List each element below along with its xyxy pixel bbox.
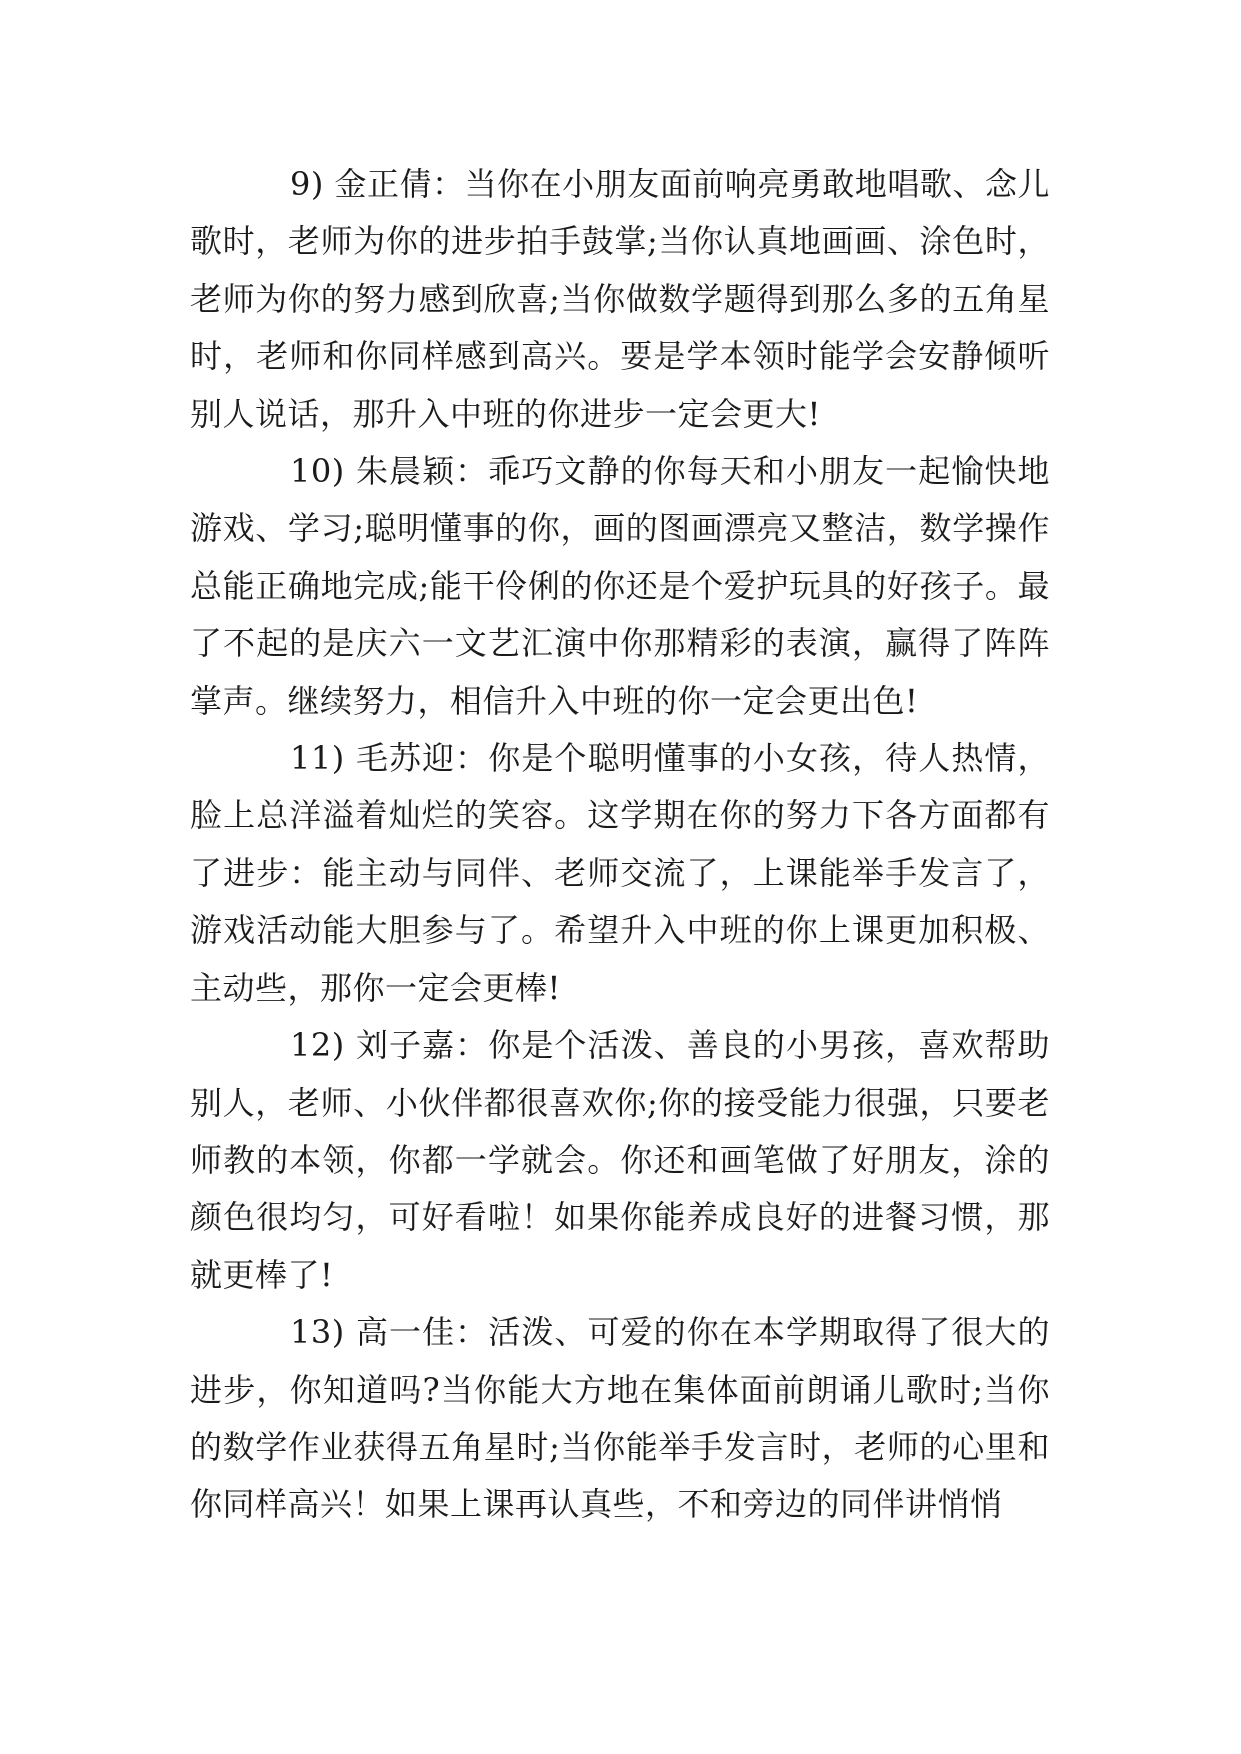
- paragraph-10-zhu-chenying: 10) 朱晨颖：乖巧文静的你每天和小朋友一起愉快地游戏、学习;聪明懂事的你，画的图画漂亮又整洁，数学操作总能正确地完成;能干伶俐的你还是个爱护玩具的好孩子。最了不起的是庆六一文艺汇演中你那精彩的表演，赢得了阵阵掌声。继续努力，相信升入中班的你一定会更出色!: [190, 452, 1050, 720]
- paragraph-13-gao-yijia: 13) 高一佳：活泼、可爱的你在本学期取得了很大的进步，你知道吗?当你能大方地在集体面前朗诵儿歌时;当你的数学作业获得五角星时;当你能举手发言时，老师的心里和你同样高兴！如果上课再认真些，不和旁边的同伴讲悄悄: [190, 1313, 1050, 1524]
- document-body: [190, 156, 1050, 1534]
- paragraph-12-liu-zijia: 12) 刘子嘉：你是个活泼、善良的小男孩，喜欢帮助别人，老师、小伙伴都很喜欢你;你的接受能力很强，只要老师教的本领，你都一学就会。你还和画笔做了好朋友，涂的颜色很均匀，可好看啦！如果你能养成良好的进餐习惯，那就更棒了!: [190, 1026, 1050, 1294]
- paragraph-9-jin-zhengqian: 9) 金正倩：当你在小朋友面前响亮勇敢地唱歌、念儿歌时，老师为你的进步拍手鼓掌;当你认真地画画、涂色时，老师为你的努力感到欣喜;当你做数学题得到那么多的五角星时，老师和你同样感到高兴。要是学本领时能学会安静倾听别人说话，那升入中班的你进步一定会更大!: [190, 165, 1050, 433]
- paragraph-11-mao-suying: 11) 毛苏迎：你是个聪明懂事的小女孩，待人热情，脸上总洋溢着灿烂的笑容。这学期在你的努力下各方面都有了进步：能主动与同伴、老师交流了，上课能举手发言了，游戏活动能大胆参与了。希望升入中班的你上课更加积极、主动些，那你一定会更棒!: [190, 739, 1050, 1007]
